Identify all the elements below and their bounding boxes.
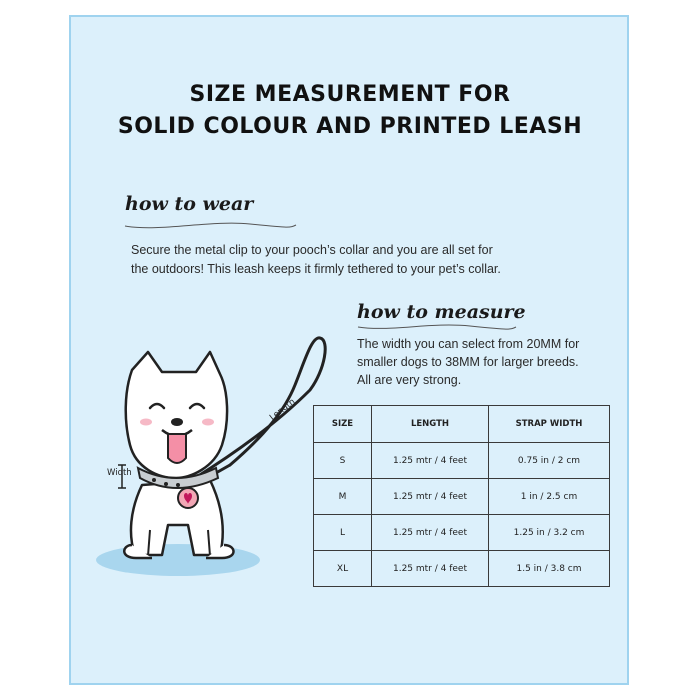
dog-tongue — [168, 434, 186, 463]
cell-length: 1.25 mtr / 4 feet — [372, 515, 489, 551]
how-to-wear-heading: how to wear — [125, 193, 254, 215]
table-header-row — [314, 406, 610, 443]
cell-size: S — [314, 443, 372, 479]
dog-nose — [171, 418, 183, 426]
ground-shadow — [96, 544, 260, 576]
length-label: Length — [268, 396, 298, 423]
cell-size: XL — [314, 551, 372, 587]
measure-text-line2: smaller dogs to 38MM for larger breeds. — [357, 355, 579, 369]
measure-text-line3: All are very strong. — [357, 373, 462, 387]
page-title-line2: SOLID COLOUR AND PRINTED LEASH — [117, 114, 583, 139]
wear-text-line1: Secure the metal clip to your pooch’s collar and you are all set for — [131, 243, 493, 257]
cell-strap-width: 1.25 in / 3.2 cm — [489, 515, 610, 551]
page-title-line1: SIZE MEASUREMENT FOR — [189, 82, 511, 107]
header-strap-width: STRAP WIDTH — [489, 406, 610, 443]
cell-size: L — [314, 515, 372, 551]
cell-strap-width: 1.5 in / 3.8 cm — [489, 551, 610, 587]
dog-illustration — [90, 330, 330, 590]
dog-cheek-right — [202, 419, 214, 426]
cell-strap-width: 0.75 in / 2 cm — [489, 443, 610, 479]
how-to-measure-heading: how to measure — [357, 301, 526, 323]
header-size: SIZE — [314, 406, 372, 443]
table-row — [314, 515, 610, 551]
dog-cheek-left — [140, 419, 152, 426]
width-label: Width — [107, 468, 132, 478]
cell-length: 1.25 mtr / 4 feet — [372, 551, 489, 587]
table-row — [314, 551, 610, 587]
table-row — [314, 443, 610, 479]
cell-length: 1.25 mtr / 4 feet — [372, 479, 489, 515]
table-row — [314, 479, 610, 515]
header-length: LENGTH — [372, 406, 489, 443]
measure-text-line1: The width you can select from 20MM for — [357, 337, 580, 351]
measure-underline-decoration — [350, 318, 520, 336]
size-table — [313, 405, 610, 587]
wear-text-line2: the outdoors! This leash keeps it firmly tethered to your pet’s collar. — [131, 262, 501, 276]
cell-size: M — [314, 479, 372, 515]
cell-length: 1.25 mtr / 4 feet — [372, 443, 489, 479]
wear-underline-decoration — [120, 214, 300, 234]
cell-strap-width: 1 in / 2.5 cm — [489, 479, 610, 515]
